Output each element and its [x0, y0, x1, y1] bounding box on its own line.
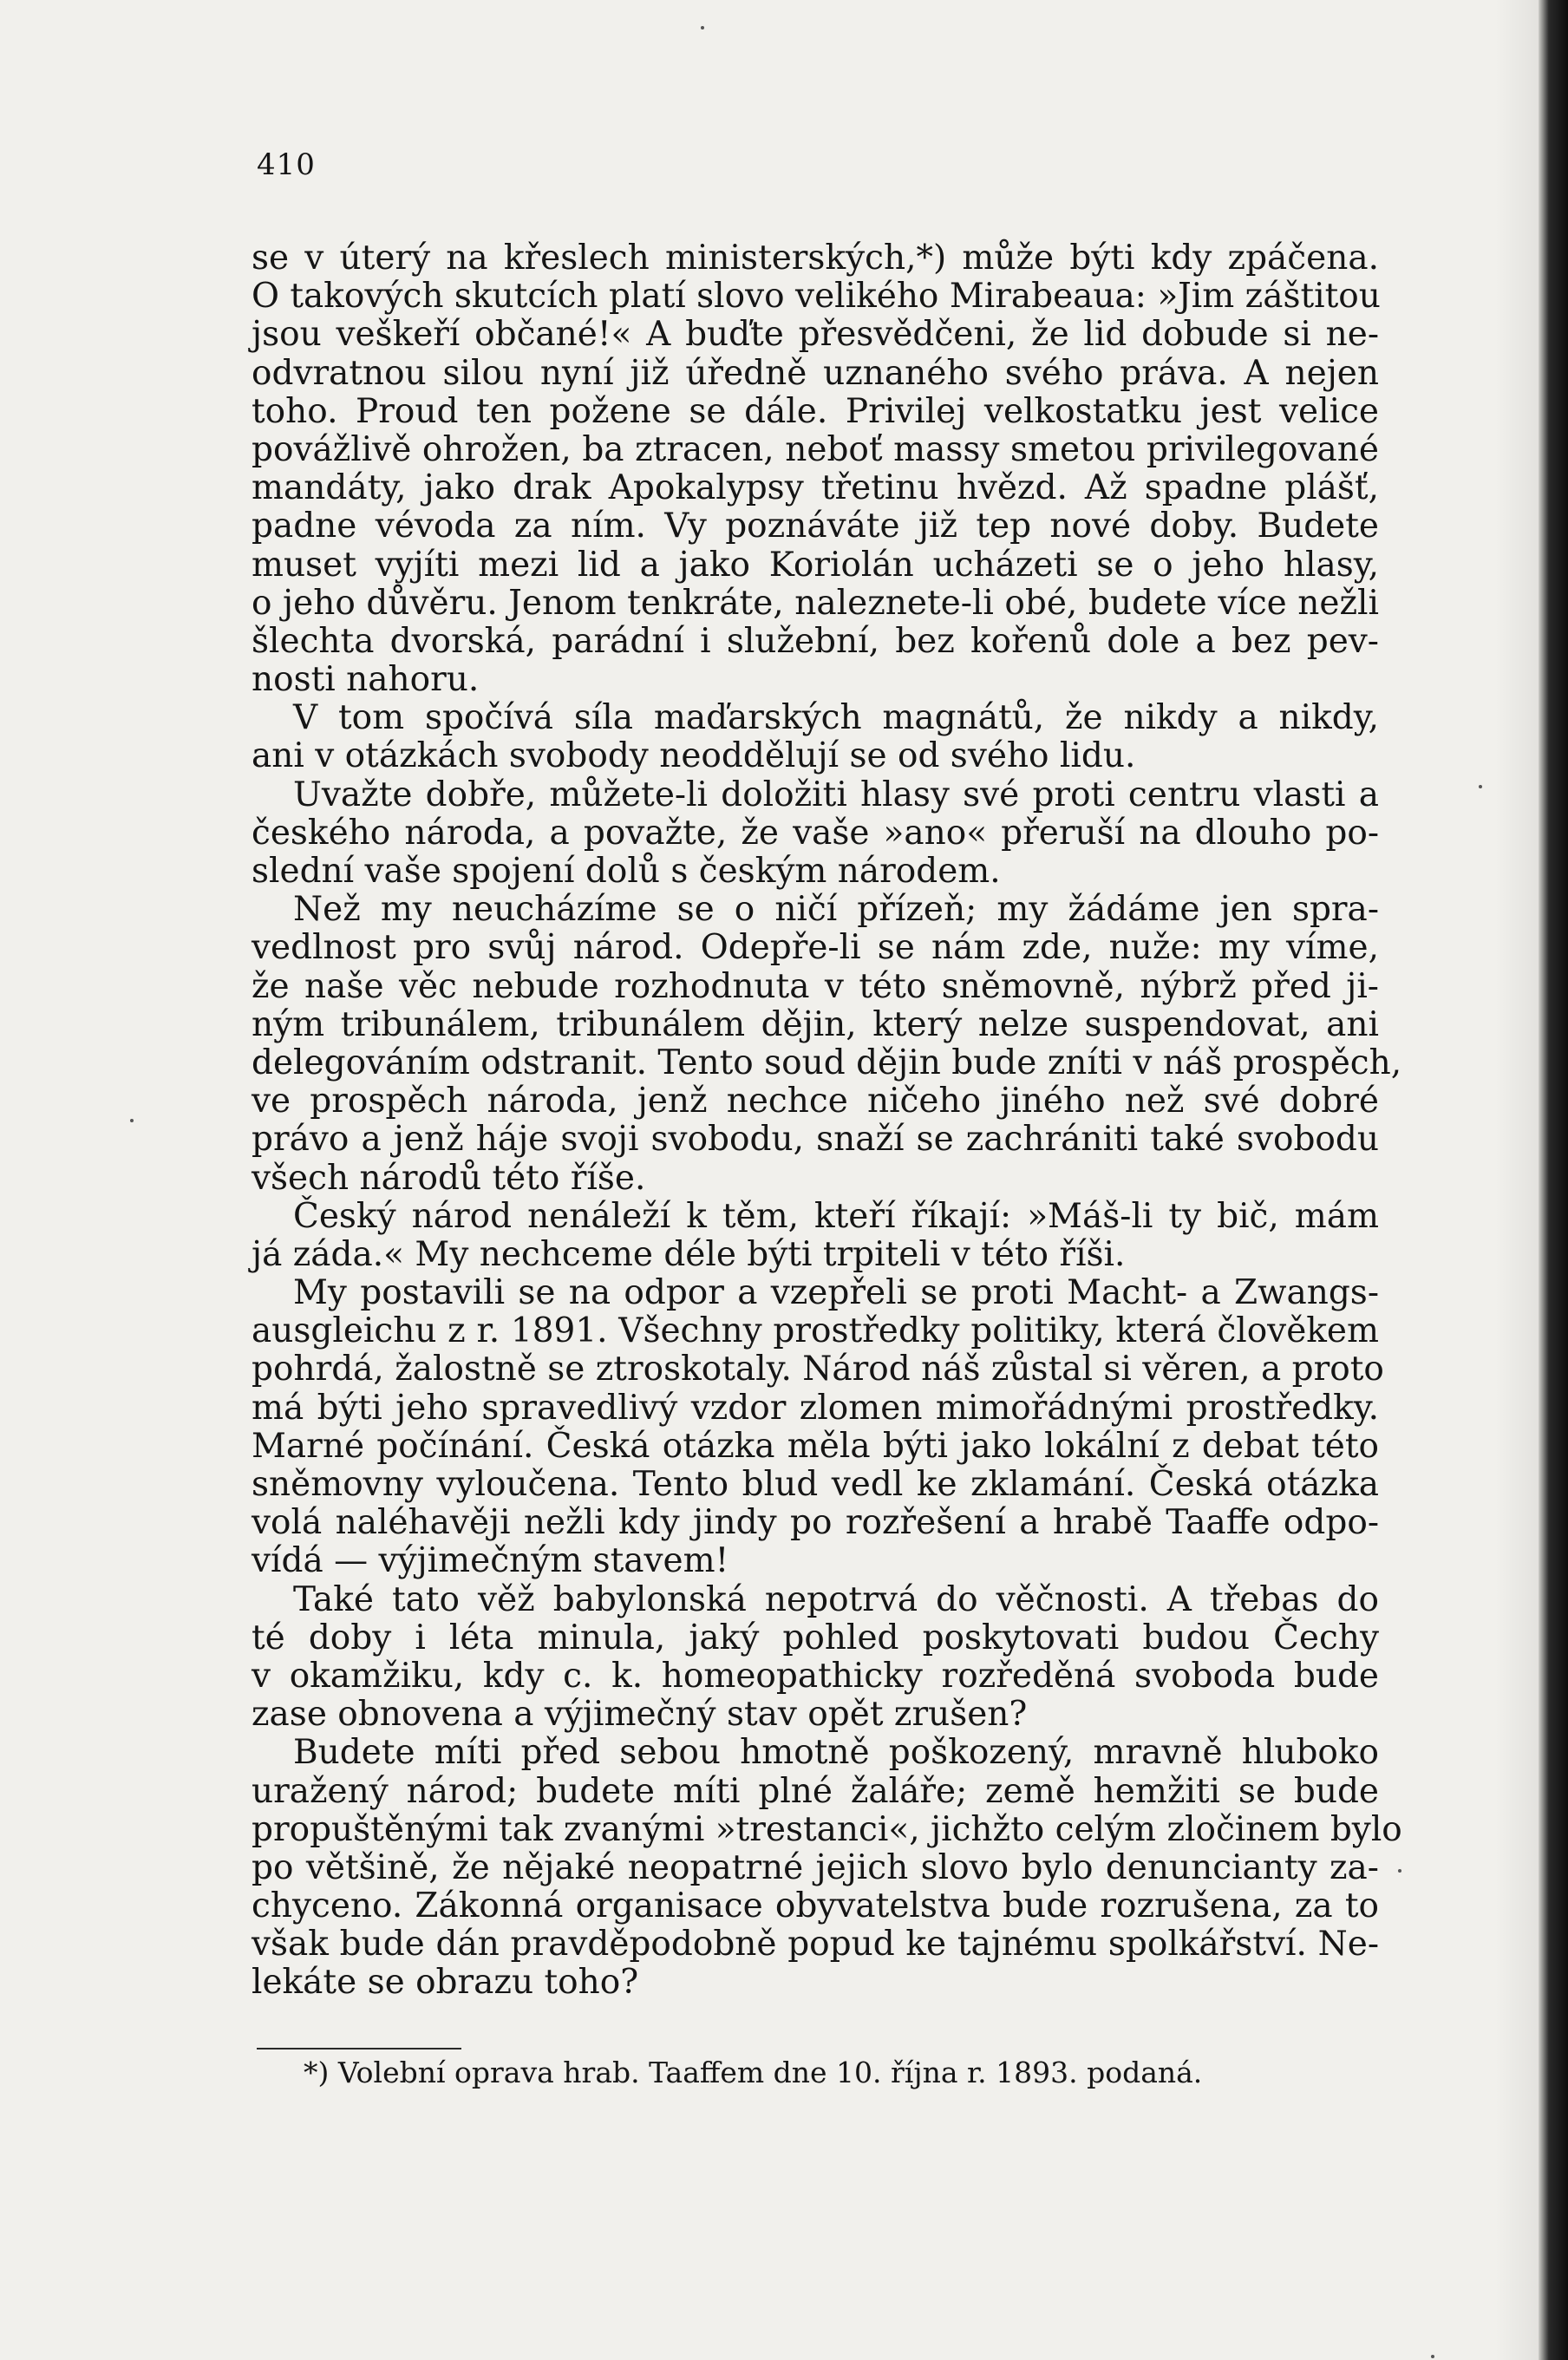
text-line: českého národa, a považte, že vaše »ano« přeruší na dlouho po-: [252, 813, 1379, 853]
text-line: má býti jeho spravedlivý vzdor zlomen mimořádnými prostředky.: [252, 1388, 1379, 1428]
text-line: muset vyjíti mezi lid a jako Koriolán ucházeti se o jeho hlasy,: [252, 545, 1379, 585]
page-number: 410: [257, 147, 316, 182]
scan-speck: [1398, 1869, 1401, 1873]
text-line: Marné počínání. Česká otázka měla býti jako lokální z debat této: [252, 1426, 1379, 1466]
text-line: ani v otázkách svobody neoddělují se od svého lidu.: [252, 736, 1136, 776]
text-line: zase obnovena a výjimečný stav opět zrušen?: [252, 1695, 1028, 1735]
body-text: [252, 239, 1402, 2003]
text-line: o jeho důvěru. Jenom tenkráte, naleznete-li obé, budete více nežli: [252, 583, 1379, 623]
text-line: lekáte se obrazu toho?: [252, 1963, 639, 2003]
text-line: já záda.« My nechceme déle býti trpiteli v této říši.: [252, 1234, 1126, 1274]
text-line: My postavili se na odpor a vzepřeli se proti Macht- a Zwangs-: [293, 1273, 1379, 1313]
text-line: vídá — výjimečným stavem!: [252, 1541, 729, 1581]
text-line: Budete míti před sebou hmotně poškozený, mravně hluboko: [293, 1733, 1379, 1773]
text-line: jsou veškeří občané!« A buďte přesvědčeni, že lid dobude si ne-: [252, 315, 1379, 355]
text-line: povážlivě ohrožen, ba ztracen, neboť massy smetou privilegované: [252, 429, 1379, 469]
text-line: šlechta dvorská, parádní i služební, bez kořenů dole a bez pev-: [252, 621, 1379, 661]
text-line: delegováním odstranit. Tento soud dějin bude zníti v náš prospěch,: [252, 1043, 1402, 1082]
text-line: však bude dán pravděpodobně popud ke tajnému spolkářství. Ne-: [252, 1925, 1379, 1964]
text-line: mandáty, jako drak Apokalypsy třetinu hvězd. Až spadne plášť,: [252, 468, 1379, 508]
footnote-divider: [257, 2048, 461, 2049]
text-line: se v úterý na křeslech ministerských,*) může býti kdy zpáčena.: [252, 239, 1379, 278]
text-line: že naše věc nebude rozhodnuta v této sněmovně, nýbrž před ji-: [252, 966, 1379, 1006]
text-line: slední vaše spojení dolů s českým národem.: [252, 852, 1001, 891]
footnote: *) Volební oprava hrab. Taaffem dne 10. října r. 1893. podaná.: [304, 2056, 1203, 2089]
text-line: vedlnost pro svůj národ. Odepře-li se nám zde, nuže: my víme,: [252, 928, 1379, 968]
text-line: propuštěnými tak zvanými »trestanci«, jichžto celým zločinem bylo: [252, 1809, 1402, 1849]
scan-speck: [701, 26, 704, 29]
text-line: ve prospěch národa, jenž nechce ničeho jiného než své dobré: [252, 1082, 1379, 1121]
text-line: pohrdá, žalostně se ztroskotaly. Národ náš zůstal si věren, a proto: [252, 1350, 1384, 1389]
text-line: v okamžiku, kdy c. k. homeopathicky rozředěná svoboda bude: [252, 1656, 1379, 1696]
text-line: ausgleichu z r. 1891. Všechny prostředky politiky, která člověkem: [252, 1311, 1379, 1351]
text-line: chyceno. Zákonná organisace obyvatelstva bude rozrušena, za to: [252, 1886, 1379, 1926]
text-line: Český národ nenáleží k těm, kteří říkají: »Máš-li ty bič, mám: [293, 1196, 1379, 1236]
text-line: odvratnou silou nyní již úředně uznaného svého práva. A nejen: [252, 353, 1379, 393]
text-line: té doby i léta minula, jaký pohled poskytovati budou Čechy: [252, 1618, 1379, 1657]
text-line: Také tato věž babylonská nepotrvá do věčnosti. A třebas do: [293, 1579, 1379, 1619]
text-line: nosti nahoru.: [252, 660, 480, 700]
text-line: toho. Proud ten požene se dále. Privilej velkostatku jest velice: [252, 391, 1379, 431]
text-line: V tom spočívá síla maďarských magnátů, že nikdy a nikdy,: [293, 698, 1379, 738]
text-line: ným tribunálem, tribunálem dějin, který nelze suspendovat, ani: [252, 1004, 1379, 1044]
text-line: Uvažte dobře, můžete-li doložiti hlasy své proti centru vlasti a: [293, 775, 1379, 814]
scan-speck: [1479, 785, 1482, 788]
scan-speck: [1431, 2355, 1434, 2358]
scan-border: [1539, 0, 1568, 2360]
text-line: O takových skutcích platí slovo velikého Mirabeaua: »Jim záštitou: [252, 277, 1381, 317]
text-line: sněmovny vyloučena. Tento blud vedl ke zklamání. Česká otázka: [252, 1465, 1379, 1504]
scan-speck: [130, 1119, 134, 1122]
text-line: Než my neucházíme se o ničí přízeň; my žádáme jen spra-: [293, 890, 1379, 930]
scan-shadow: [1495, 0, 1539, 2360]
text-line: padne vévoda za ním. Vy poznáváte již tep nové doby. Budete: [252, 507, 1379, 546]
text-line: všech národů této říše.: [252, 1158, 646, 1198]
text-line: právo a jenž háje svoji svobodu, snaží se zachrániti také svobodu: [252, 1120, 1379, 1160]
text-line: volá naléhavěji nežli kdy jindy po rozřešení a hrabě Taaffe odpo-: [252, 1503, 1379, 1543]
text-line: po většině, že nějaké neopatrné jejich slovo bylo denuncianty za-: [252, 1847, 1379, 1887]
text-line: uražený národ; budete míti plné žaláře; země hemžiti se bude: [252, 1771, 1379, 1811]
